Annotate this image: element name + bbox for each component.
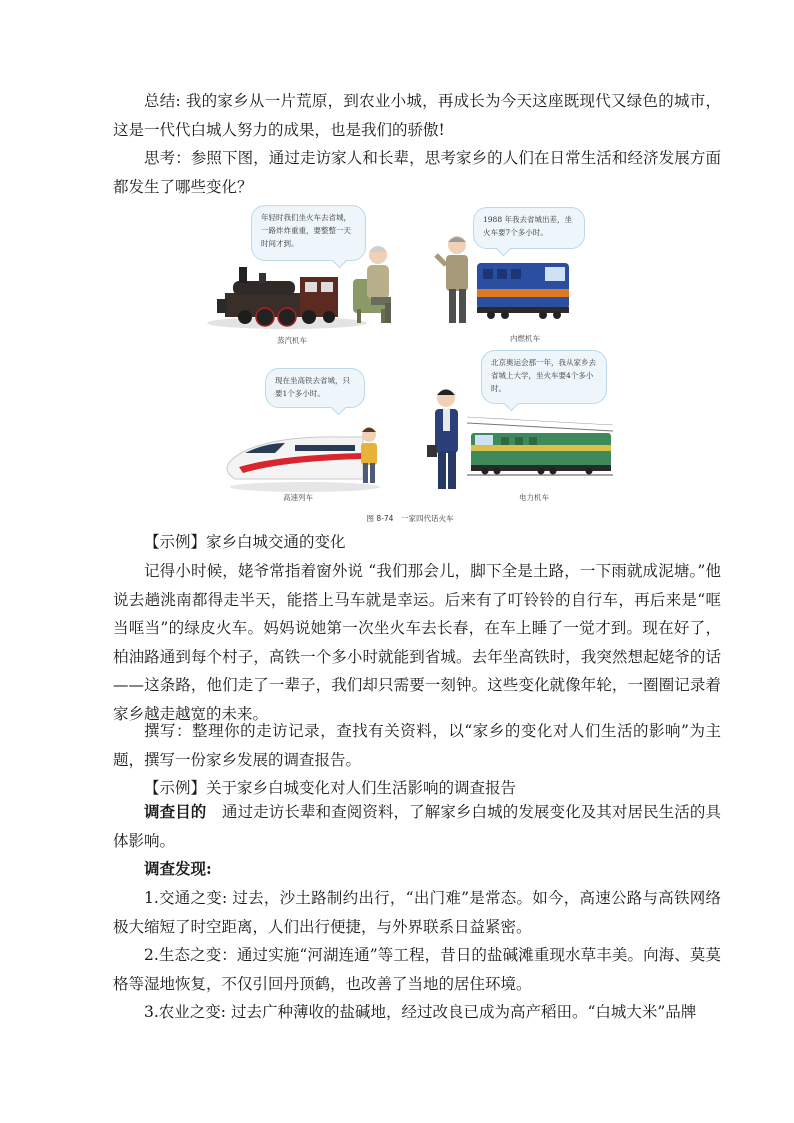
finding-ecology: 2.生态之变：通过实施“河湖连通”等工程，昔日的盐碱滩重现水草丰美。向海、莫莫格等湿地恢复，不仅引回丹顶鹤，也改善了当地的居住环境。 bbox=[113, 946, 721, 993]
summary-paragraph: 总结: 我的家乡从一片荒原，到农业小城，再成长为今天这座既现代又绿色的城市，这是一代代白城人努力的成果，也是我们的骄傲! bbox=[113, 92, 721, 139]
findings-label: 调查发现: bbox=[144, 859, 212, 878]
example2-title: 【示例】关于家乡白城变化对人们生活影响的调查报告 bbox=[144, 779, 517, 797]
speech-bubble-father: 北京奥运会那一年，我从家乡去省城上大学，坐火车要4个多小时。 bbox=[481, 350, 607, 404]
train-figure bbox=[205, 205, 615, 525]
high-speed-train-illustration bbox=[227, 437, 363, 479]
father-illustration bbox=[427, 389, 458, 489]
speech-bubble-grandma: 年轻时我们坐火车去省城，一路炸炸重重，要整整一天时间才到。 bbox=[251, 205, 366, 261]
speech-bubble-grandpa: 1988 年我去省城出差，坐火车要7个多小时。 bbox=[473, 207, 585, 249]
grandmother-illustration bbox=[353, 246, 391, 323]
example1-body: 记得小时候，姥爷常指着窗外说 “我们那会儿，脚下全是土路，一下雨就成泥塘。”他说去趟洮南都得走半天，能搭上马车就是幸运。后来有了叮铃铃的自行车，再后来是“哐当哐当”的绿皮火车。妈妈说她第一次坐火车去长春，在车上睡了一觉才到。现在好了，柏油路通到每个村子，高铁一个多小时就能到省城。去年坐高铁时，我突然想起姥爷的话——这条路，他们走了一辈子，我们却只需要一刻钟。这些变化就像年轮，一圈圈记录着家乡越走越宽的未来。 bbox=[113, 562, 721, 723]
grandfather-illustration bbox=[436, 236, 468, 323]
purpose-paragraph bbox=[113, 798, 721, 855]
label-electric-locomotive: 电力机车 bbox=[519, 493, 549, 502]
label-diesel-locomotive: 内燃机车 bbox=[510, 334, 540, 343]
figure-caption: 图 8-74 一家四代话火车 bbox=[366, 514, 454, 523]
finding-transport: 1.交通之变: 过去，沙土路制约出行，“出门难”是常态。如今，高速公路与高铁网络极大缩短了时空距离，人们出行便捷，与外界联系日益紧密。 bbox=[113, 889, 721, 936]
example1-title: 【示例】家乡白城交通的变化 bbox=[144, 533, 346, 551]
child-illustration bbox=[361, 428, 377, 484]
finding-agriculture: 3.农业之变: 过去广种薄收的盐碱地，经过改良已成为高产稻田。“白城大米”品牌 bbox=[144, 1003, 697, 1021]
purpose-text: 通过走访长辈和查阅资料，了解家乡白城的发展变化及其对居民生活的具体影响。 bbox=[113, 803, 721, 850]
diesel-locomotive-illustration bbox=[477, 263, 569, 319]
electric-locomotive-illustration bbox=[467, 417, 613, 475]
thinking-paragraph: 思考：参照下图，通过走访家人和长辈，思考家乡的人们在日常生活和经济发展方面都发生了哪些变化？ bbox=[113, 149, 721, 196]
speech-bubble-child: 现在坐高铁去省城，只要1个多小时。 bbox=[265, 368, 365, 408]
writing-paragraph: 撰写：整理你的走访记录，查找有关资料，以“家乡的变化对人们生活的影响”为主题，撰写一份家乡发展的调查报告。 bbox=[113, 722, 721, 769]
purpose-label: 调查目的 bbox=[144, 802, 207, 821]
label-high-speed-train: 高速列车 bbox=[283, 493, 313, 502]
steam-locomotive-illustration bbox=[217, 267, 338, 326]
label-steam-locomotive: 蒸汽机车 bbox=[277, 336, 307, 345]
